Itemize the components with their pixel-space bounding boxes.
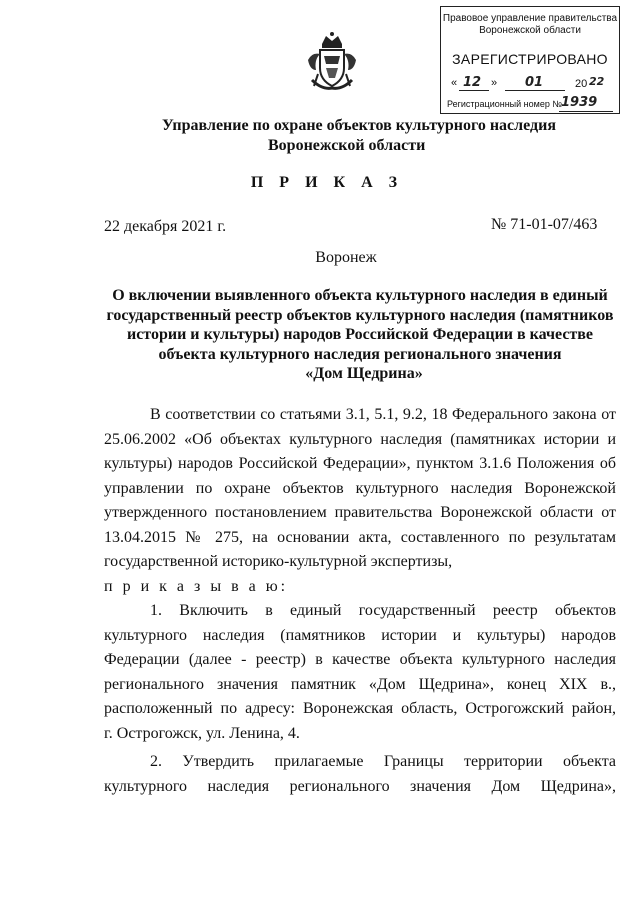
item-1-line: г. Острогожск, ул. Ленина, 4. — [104, 724, 300, 742]
heading-line: объекта культурного наследия регионального значения — [158, 345, 562, 363]
order-word: п р и к а з ы в а ю: — [104, 577, 289, 595]
document-city: Воронеж — [315, 249, 377, 266]
organization-line-1: Управление по охране объектов культурного наследия — [162, 117, 556, 134]
item-1-line: культурного наследия (памятников истории и культуры) народов — [104, 626, 616, 644]
stamp-year: 22 — [589, 75, 605, 88]
paragraph-line: управлении по охране объектов культурного наследия Воронежской — [104, 479, 616, 497]
item-2-line: 2. Утвердить прилагаемые Границы территории объекта — [150, 753, 616, 770]
paragraph-line: 25.06.2002 «Об объектах культурного наследия (памятниках истории и — [104, 430, 616, 448]
document-type-title: П Р И К А З — [250, 174, 404, 191]
document-heading — [100, 286, 620, 384]
heading-line: государственный реестр объектов культурного наследия (памятников — [106, 306, 614, 324]
stamp-day: 12 — [463, 75, 482, 90]
paragraph-line: культуры) народов Российской Федерации», пунктом 3.1.6 Положения об — [104, 455, 616, 472]
item-1-line: Федерации (далее - реестр) в качестве объекта культурного наследия — [104, 651, 616, 668]
document-date: 22 декабря 2021 г. — [104, 218, 227, 235]
paragraph-line: В соответствии со статьями 3.1, 5.1, 9.2, 18 Федерального закона от — [150, 406, 616, 423]
stamp-date: « 12 » 01 20 22 — [451, 75, 605, 90]
stamp-authority-line: Правовое управление правительства — [442, 13, 618, 24]
registration-stamp — [440, 6, 620, 114]
paragraph-line: 13.04.2015 № 275, на основании акта, составленного по результатам — [104, 528, 616, 546]
paragraph-line: государственной историко-культурной экспертизы, — [104, 553, 453, 570]
stamp-month: 01 — [525, 75, 544, 90]
stamp-region-line: Воронежской области — [479, 25, 581, 36]
item-1-line: регионального значения памятник «Дом Щедрина», конец XIX в., — [104, 675, 616, 693]
heading-line: О включении выявленного объекта культурного наследия в единый — [112, 287, 608, 304]
item-2-line: культурного наследия регионального значения Дом Щедрина», — [104, 777, 616, 795]
heading-line: «Дом Щедрина» — [305, 365, 423, 382]
coat-of-arms-emblem — [300, 30, 364, 94]
item-1-line: расположенный по адресу: Воронежская область, Острогожский район, — [104, 700, 616, 717]
document-number: № 71-01-07/463 — [491, 216, 598, 233]
item-1-line: 1. Включить в единый государственный реестр объектов — [150, 602, 616, 619]
stamp-reg-number: 1939 — [561, 95, 598, 110]
document-body — [104, 403, 616, 799]
stamp-year-prefix: 20 — [575, 78, 588, 90]
heading-line: истории и культуры) народов Российской Федерации в качестве — [126, 326, 594, 343]
stamp-reg-number-label: Регистрационный номер № — [447, 99, 563, 109]
stamp-registered-label: ЗАРЕГИСТРИРОВАНО — [452, 51, 608, 67]
paragraph-line: утвержденного постановлением правительства Воронежской области от — [104, 504, 616, 521]
organization-line-2: Воронежской области — [268, 137, 426, 154]
